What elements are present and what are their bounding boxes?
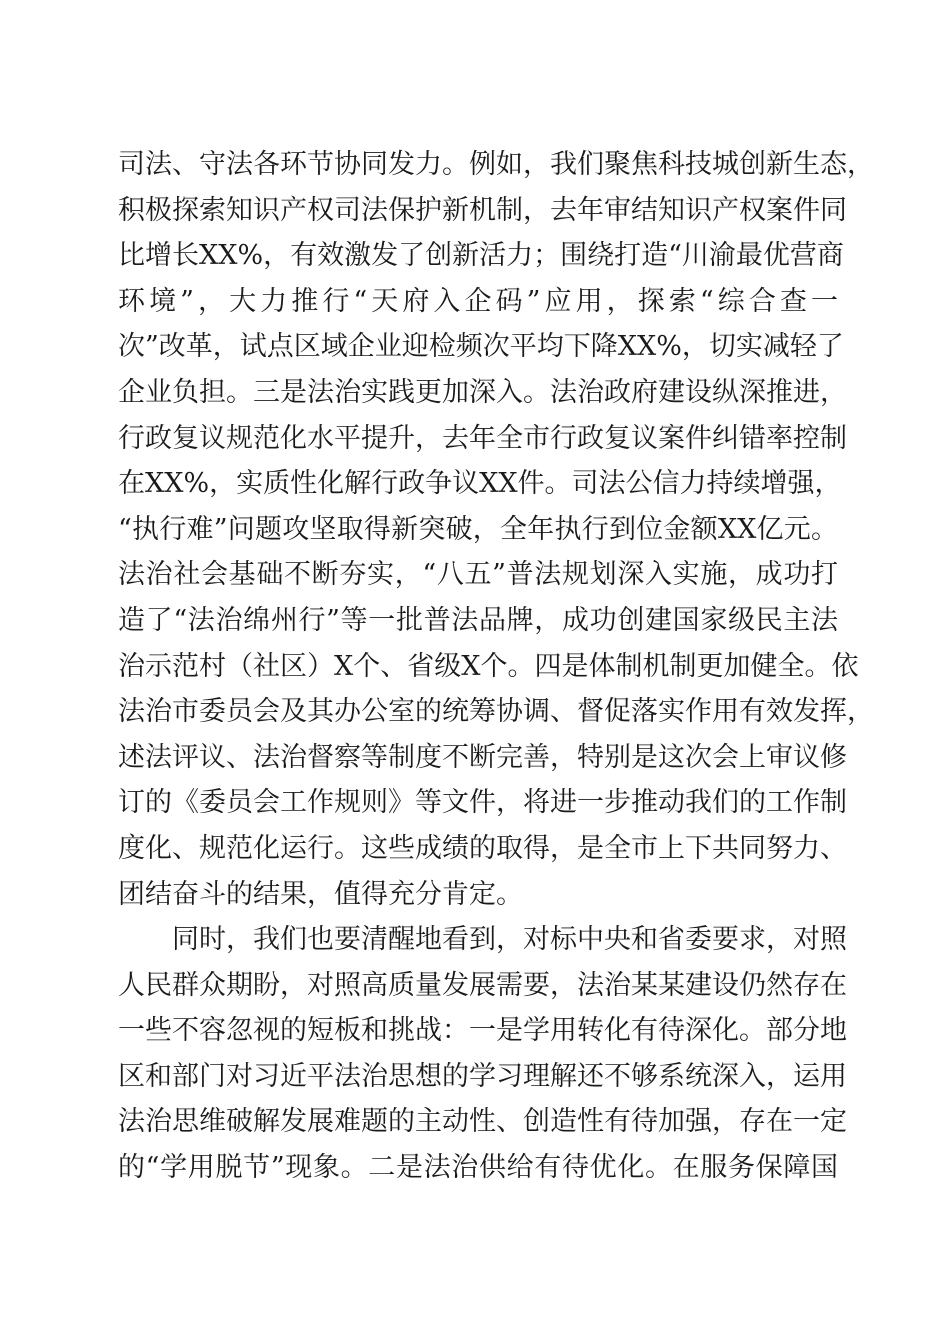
text-line: 团结奋斗的结果，值得充分肯定。 xyxy=(118,878,523,910)
text-line: 订的《委员会工作规则》等文件，将进一步推动我们的工作制 xyxy=(118,787,847,819)
text-line: 法治社会基础不断夯实，“八五”普法规划深入实施，成功打 xyxy=(118,559,838,591)
text-line: 行政复议规范化水平提升，去年全市行政复议案件纠错率控制 xyxy=(118,422,847,454)
text-line: 区和部门对习近平法治思想的学习理解还不够系统深入，运用 xyxy=(118,1060,847,1092)
body-text xyxy=(118,142,874,1191)
text-line: 在XX%，实质性化解行政争议XX件。司法公信力持续增强， xyxy=(118,468,842,500)
text-line: 司法、守法各环节协同发力。例如，我们聚焦科技城创新生态， xyxy=(118,149,874,180)
text-line: 法治思维破解发展难题的主动性、创造性有待加强，存在一定 xyxy=(118,1106,847,1138)
text-line: 企业负担。三是法治实践更加深入。法治政府建设纵深推进， xyxy=(118,376,847,408)
paragraph-1 xyxy=(118,142,874,917)
text-line: 环境”，大力推行“天府入企码”应用，探索“综合查一 xyxy=(118,285,838,317)
text-line: 人民群众期盼，对照高质量发展需要，法治某某建设仍然存在 xyxy=(118,969,847,1001)
text-line: 法治市委员会及其办公室的统筹协调、督促落实作用有效发挥， xyxy=(118,696,874,728)
text-line: 述法评议、法治督察等制度不断完善，特别是这次会上审议修 xyxy=(118,741,847,773)
text-line: 比增长XX%，有效激发了创新活力；围绕打造“川渝最优营商 xyxy=(118,240,844,272)
text-line: 治示范村（社区）X个、省级X个。四是体制机制更加健全。依 xyxy=(118,650,859,682)
text-line: 次”改革，试点区域企业迎检频次平均下降XX%，切实减轻了 xyxy=(118,331,844,363)
text-line: 造了“法治绵州行”等一批普法品牌，成功创建国家级民主法 xyxy=(118,604,838,636)
text-line: 同时，我们也要清醒地看到，对标中央和省委要求，对照 xyxy=(172,924,847,956)
text-line: 度化、规范化运行。这些成绩的取得，是全市上下共同努力、 xyxy=(118,832,847,864)
text-line: 一些不容忽视的短板和挑战：一是学用转化有待深化。部分地 xyxy=(118,1015,847,1047)
paragraph-2 xyxy=(118,917,847,1191)
text-line: 积极探索知识产权司法保护新机制，去年审结知识产权案件同 xyxy=(118,194,847,226)
text-line: “执行难”问题攻坚取得新突破，全年执行到位金额XX亿元。 xyxy=(118,513,838,545)
text-line: 的“学用脱节”现象。二是法治供给有待优化。在服务保障国 xyxy=(118,1152,838,1184)
